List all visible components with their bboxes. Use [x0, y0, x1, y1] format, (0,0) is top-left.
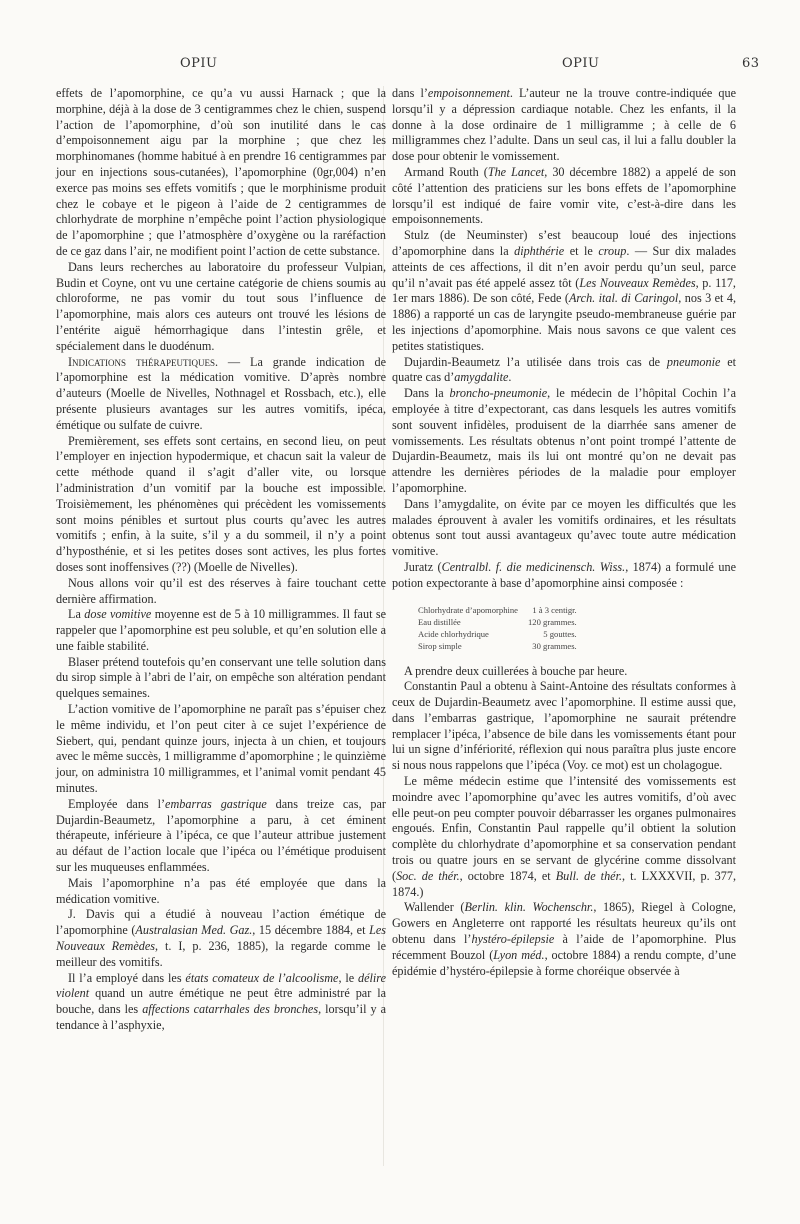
prescription-qty: 120 grammes.	[528, 616, 577, 627]
prescription-item: Sirop simple	[418, 640, 462, 651]
citation: Berlin. klin. Wochenschr.	[464, 900, 594, 915]
paragraph: Il l’a employé dans les états comateux de l’alcoolisme, le délire violent quand un autre émétique ne peut être administré par la bouche, dans les affections catarrhales des bronches, lorsqu’il y a tendance à l’asphyxie,	[56, 970, 387, 1033]
prescription-table	[418, 604, 577, 652]
prescription-row	[418, 616, 577, 628]
paragraph: Wallender (Berlin. klin. Wochenschr., 1865), Riegel à Cologne, Gowers en Angleterre ont rapporté les résultats heureux qu’ils ont obtenu dans l’hystéro-épilepsie à l’aide de l’apomorphine. Plus récemment Bouzol (Lyon méd., octobre 1884) a rendu compte, d’une épidémie d’hystéro-épilepsie à forme choréique observée à	[392, 900, 736, 978]
paragraph: A prendre deux cuillerées à bouche par heure.	[404, 663, 628, 678]
paragraph: Nous allons voir qu’il est des réserves à faire touchant cette dernière affirmation.	[56, 575, 386, 606]
prescription-qty: 30 grammes.	[532, 640, 577, 651]
paragraph: Constantin Paul a obtenu à Saint-Antoine des résultats conformes à ceux de Dujardin-Beaumetz avec l’apomorphine. Il estime aussi que, dans l’embarras gastrique, l’apomorphine ne saurait prétendre remplacer l’ipéca, l’absence de bile dans les vomissements étant pour lui un signe d’infériorité, réflexion qui nous paraîtra plus juste encore si nous nous rappelons que l’ipéca (Voy. ce mot) est un cholagogue.	[392, 679, 736, 773]
prescription-qty: 5 gouttes.	[543, 628, 577, 639]
paragraph: Dans leurs recherches au laboratoire du professeur Vulpian, Budin et Coyne, ont vu une certaine catégorie de chiens soumis au chloroforme, ne pas vomir du tout sous l’influence de l’apomorphine, mais alors ces auteurs ont trouvé les lésions de l’entérite aiguë hémorrhagique dans l’intestin grêle, et spécialement dans le duodénum.	[56, 259, 386, 353]
emphasis: amygdalite	[454, 370, 509, 385]
citation: The Lancet	[487, 164, 545, 179]
page-number: 63	[742, 56, 760, 71]
paragraph: L’action vomitive de l’apomorphine ne paraît pas s’épuiser chez le même individu, et l’on peut citer à ce sujet l’expérience de Siebert, qui, pendant quinze jours, injecta à un chien, et toujours avec le même succès, 1 milligramme d’apomorphine ; le quinzième jour, on administra 10 milligrammes, et l’animal vomit pendant 45 minutes.	[56, 702, 386, 796]
paragraph: Dans la broncho-pneumonie, le médecin de l’hôpital Cochin l’a employée à titre d’expectorant, cas dans lesquels les autres vomitifs sont souvent infidèles, produisent de la diarrhée sans amener de vomissements. Les résultats obtenus n’ont point trompé l’attente de Dujardin-Beaumetz, mais ils lui ont montré qu’on ne devait pas attendre les dernières périodes de la maladie pour employer l’apomorphine.	[392, 386, 737, 495]
paragraph: dans l’empoisonnement. L’auteur ne la trouve contre-indiquée que lorsqu’il y a dépression cardiaque notable. Chez les enfants, il la donne à la dose ordinaire de 1 milligramme ; à celle de 6 milligrammes chez l’adulte. Dans un seul cas, il lui a fallu doubler la dose pour obtenir le vomissement.	[392, 86, 736, 164]
citation: Les Nouveaux Remèdes	[56, 923, 386, 954]
paragraph: Dujardin-Beaumetz l’a utilisée dans trois cas de pneumonie et quatre cas d’amygdalite.	[392, 354, 737, 385]
paragraph: La dose vomitive moyenne est de 5 à 10 milligrammes. Il faut se rappeler que l’apomorphine est peu soluble, et qu’en solution elle a une faible stabilité.	[56, 607, 387, 653]
paragraph: Armand Routh (The Lancet, 30 décembre 1882) a appelé de son côté l’attention des praticiens sur les bons effets de l’apomorphine lorsqu’il est indiqué de faire vomir vite, c’est-à-dire dans les empoisonnements.	[392, 164, 737, 227]
prescription-item: Eau distillée	[418, 616, 461, 627]
emphasis: hystéro-épilepsie	[471, 932, 555, 947]
emphasis: pneumonie	[666, 354, 721, 369]
emphasis: embarras gastrique	[165, 796, 267, 811]
prescription-qty: 1 à 3 centigr.	[532, 604, 577, 615]
citation: Lyon méd.	[493, 947, 545, 962]
section-heading: Indications thérapeutiques.	[68, 354, 219, 369]
running-header-left: OPIU	[180, 56, 218, 71]
paragraph: Dans l’amygdalite, on évite par ce moyen les difficultés que les malades éprouvent à avaler les vomitifs ordinaires, et les résultats obtenus sont tout aussi avantageux qu’avec toute autre médication vomitive.	[392, 496, 736, 559]
paragraph: J. Davis qui a étudié à nouveau l’action émétique de l’apomorphine (Australasian Med. Gaz., 15 décembre 1884, et Les Nouveaux Remèdes, t. I, p. 236, 1885), la regarde comme le meilleur des vomitifs.	[56, 907, 387, 969]
prescription-item: Chlorhydrate d’apomorphine	[418, 604, 518, 615]
paragraph: Stulz (de Neuminster) s’est beaucoup loué des injections d’apomorphine dans la diphthérie et le croup. — Sur dix malades atteints de ces affections, il dit n’en avoir perdu qu’un seul, parce qu’il n’avait pas été appelé assez tôt (Les Nouveaux Remèdes, p. 117, 1er mars 1886). De son côté, Fede (Arch. ital. di Caringol, nos 3 et 4, 1886) a rapporté un cas de laryngite pseudo-membraneuse guérie par les injections d’apomorphine. Mais nous savons ce que valent ces petites statistiques.	[392, 228, 737, 353]
paragraph: Le même médecin estime que l’intensité des vomissements est moindre avec l’apomorphine qu’avec les autres vomitifs, d’où avec elle peut-on peu compter pouvoir débarrasser les organes pulmonaires engoués. Enfin, Constantin Paul rappelle qu’il obtient la solution complète du chlorhydrate d’apomorphine et sa conservation pendant trois ou quatre jours en se servant de glycérine comme dissolvant (Soc. de thér., octobre 1874, et Bull. de thér., t. LXXXVII, p. 377, 1874.)	[392, 774, 737, 899]
emphasis: états comateux de l’alcoolisme	[185, 970, 339, 985]
citation: Bull. de thér.	[555, 868, 623, 883]
prescription-row	[418, 628, 577, 640]
paragraph: Mais l’apomorphine n’a pas été employée que dans la médication vomitive.	[56, 875, 386, 906]
citation: Arch. ital. di Caringol	[568, 291, 679, 306]
emphasis: affections catarrhales des bronches	[142, 1002, 319, 1017]
paragraph: Premièrement, ses effets sont certains, en second lieu, on peut l’employer en injection hypodermique, et chacun sait la valeur de cette méthode quand il s’agit d’aller vite, ou lorsque l’administration d’un vomitif par la bouche est impossible. Troisièmement, les phénomènes qui précèdent les vomissements sont moins pénibles et surtout plus courts qu’avec les autres vomitifs ; enfin, à la suite, s’il y a du sommeil, il n’y a point d’hyposthénie, et si les petites doses sont actives, les plus fortes doses sont inoffensives (??) (Moelle de Nivelles).	[56, 433, 386, 574]
emphasis: broncho-pneumonie	[449, 386, 548, 401]
citation: Les Nouveaux Remèdes	[579, 275, 696, 290]
prescription-row	[418, 604, 577, 616]
paragraph: effets de l’apomorphine, ce qu’a vu aussi Harnack ; que la morphine, déjà à la dose de 3 centigrammes chez le chien, suspend l’action de l’apomorphine, d’où son inutilité dans le cas d’empoisonnement aigu par la morphine ; que chez les morphinomanes (homme habitué à en prendre 16 centigrammes par jour en injections sous-cutanées), l’apomorphine (0gr,004) n’en exerce pas moins ses effets vomitifs ; que le morphinisme produit chez le cobaye et le pigeon à l’aide de 2 centigrammes de chlorhydrate de morphine n’empêche point l’action physiologique de l’apomorphine ; que l’atmosphère d’oxygène ou la raréfaction de ce gaz dans l’air, ne modifient point l’action de cette substance.	[56, 86, 386, 258]
emphasis: empoisonnement	[427, 86, 510, 100]
paragraph: Employée dans l’embarras gastrique dans treize cas, par Dujardin-Beaumetz, l’apomorphine a paru, à cet éminent thérapeute, inférieure à l’ipéca, ce que l’auteur attribue justement au défaut de l’action locale que l’ipéca ou l’émétique produisent sur les muqueuses enflammées.	[56, 796, 386, 875]
emphasis: diphthérie	[514, 243, 565, 258]
emphasis: croup	[598, 243, 627, 258]
citation: Soc. de thér.	[396, 868, 460, 883]
paragraph: Indications thérapeutiques. — La grande indication de l’apomorphine est la médication vomitive. D’après nombre d’auteurs (Moelle de Nivelles, Nothnagel et Rossbach, etc.), elle présente plusieurs avantages sur les autres vomitifs, ipéca, émétique ou sulfate de cuivre.	[56, 354, 386, 432]
paragraph: Juratz (Centralbl. f. die medicinensch. Wiss., 1874) a formulé une potion expectorante à base d’apomorphine ainsi composée :	[392, 559, 736, 590]
left-column	[56, 86, 386, 1034]
emphasis: délire violent	[56, 970, 386, 1001]
paragraph: Blaser prétend toutefois qu’en conservant une telle solution dans du sirop simple à l’abri de l’air, on empêche son altération pendant quelques semaines.	[56, 654, 386, 701]
prescription-row	[418, 640, 577, 652]
emphasis: dose vomitive	[84, 607, 152, 622]
prescription-item: Acide chlorhydrique	[418, 628, 489, 639]
right-column	[392, 86, 736, 979]
citation: Australasian Med. Gaz.	[135, 923, 253, 938]
citation: Centralbl. f. die medicinensch. Wiss.	[441, 559, 626, 574]
running-header-right: OPIU	[562, 56, 600, 71]
